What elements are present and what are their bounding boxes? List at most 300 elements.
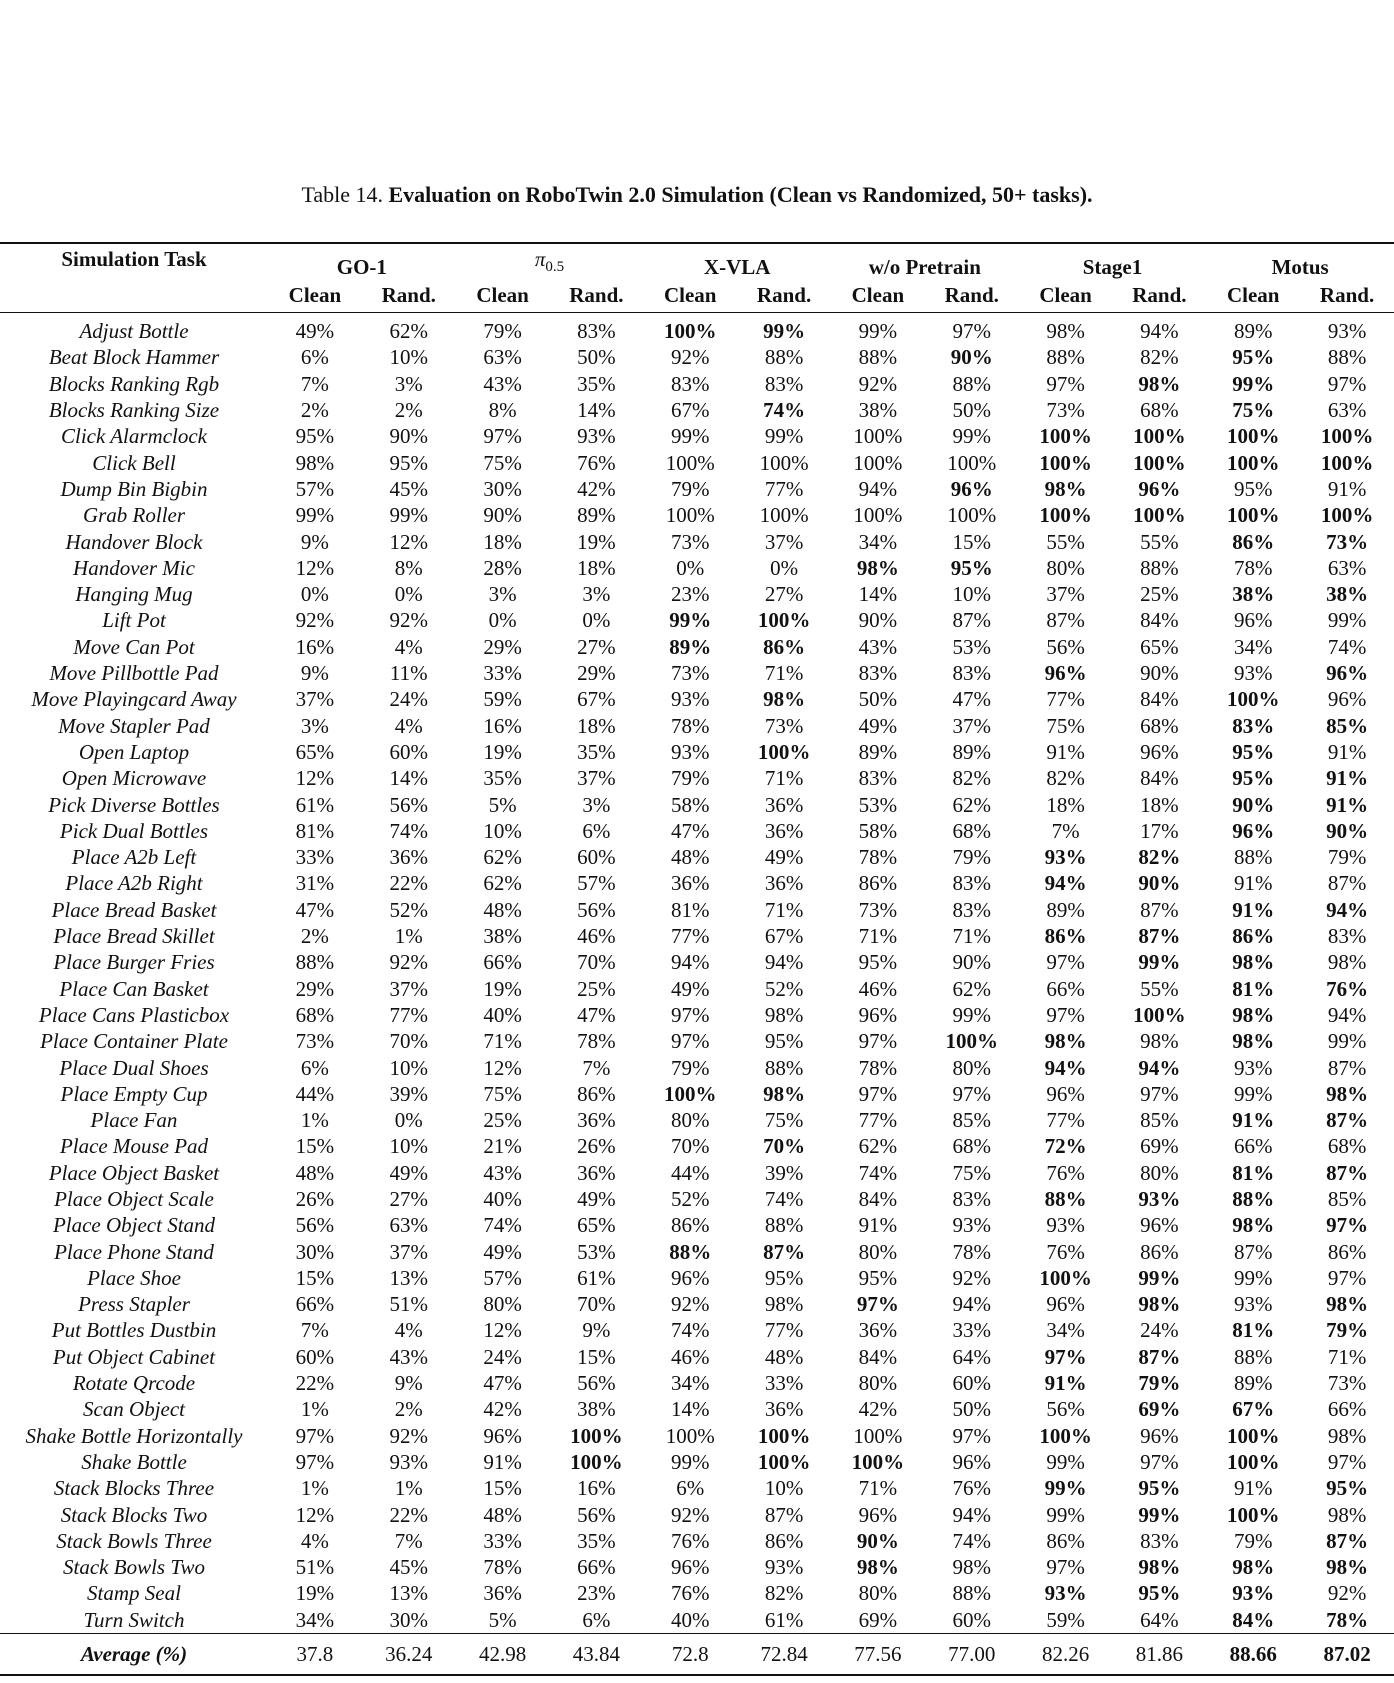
value-cell: 88% <box>1233 845 1273 870</box>
value-cell: 6% <box>582 818 611 843</box>
value-cell: 76% <box>1046 1160 1085 1185</box>
header-rand: Rand. <box>1132 283 1187 308</box>
value-cell: 93% <box>670 739 710 764</box>
value-cell: 87% <box>952 608 991 633</box>
value-cell: 60% <box>577 845 616 870</box>
value-cell: 6% <box>300 345 329 370</box>
table-row <box>0 897 1394 923</box>
value-cell: 93% <box>1046 1213 1085 1238</box>
value-cell: 99% <box>952 424 991 449</box>
value-cell: 19% <box>483 739 522 764</box>
table-row <box>0 1396 1394 1422</box>
value-cell: 36% <box>389 845 428 870</box>
table-row <box>0 450 1394 476</box>
value-cell: 31% <box>295 871 335 896</box>
value-cell: 21% <box>483 1134 522 1159</box>
value-cell: 100% <box>1226 1423 1280 1448</box>
value-cell: 91% <box>1326 766 1369 791</box>
table-row <box>0 1554 1394 1580</box>
value-cell: 92% <box>389 608 428 633</box>
value-cell: 88% <box>764 1213 804 1238</box>
value-cell: 55% <box>1140 529 1179 554</box>
value-cell: 66% <box>1233 1134 1273 1159</box>
value-cell: 95% <box>389 450 428 475</box>
value-cell: 90% <box>1232 792 1275 817</box>
value-cell: 100% <box>853 1423 903 1448</box>
value-cell: 100% <box>851 1449 905 1474</box>
value-cell: 94% <box>1044 871 1087 896</box>
value-cell: 92% <box>952 1265 991 1290</box>
value-cell: 94% <box>670 950 710 975</box>
value-cell: 96% <box>1140 1213 1179 1238</box>
value-cell: 70% <box>389 1029 428 1054</box>
value-cell: 65% <box>577 1213 616 1238</box>
value-cell: 98% <box>763 687 806 712</box>
table-caption <box>0 180 1394 210</box>
value-cell: 93% <box>1327 319 1367 344</box>
value-cell: 96% <box>1046 1081 1085 1106</box>
value-cell: 97% <box>670 1002 710 1027</box>
value-cell: 98% <box>1138 371 1181 396</box>
value-cell: 96% <box>1138 476 1181 501</box>
header-clean: Clean <box>476 283 529 308</box>
value-cell: 98% <box>1326 1081 1369 1106</box>
value-cell: 13% <box>389 1581 428 1606</box>
value-cell: 100% <box>570 1449 623 1474</box>
table-row <box>0 1475 1394 1501</box>
value-cell: 55% <box>1140 976 1179 1001</box>
value-cell: 96% <box>483 1423 522 1448</box>
value-cell: 60% <box>295 1344 335 1369</box>
value-cell: 98% <box>1232 1213 1275 1238</box>
value-cell: 53% <box>952 634 991 659</box>
task-name: Adjust Bottle <box>79 319 189 344</box>
value-cell: 74% <box>763 398 806 423</box>
value-cell: 15% <box>483 1476 522 1501</box>
value-cell: 87% <box>764 1502 804 1527</box>
value-cell: 26% <box>577 1134 616 1159</box>
task-name: Place A2b Right <box>65 871 203 896</box>
value-cell: 85% <box>1327 1186 1367 1211</box>
value-cell: 52% <box>670 1186 710 1211</box>
value-cell: 36% <box>764 871 804 896</box>
task-name: Place Dual Shoes <box>59 1055 209 1080</box>
task-name: Handover Mic <box>73 555 195 580</box>
value-cell: 61% <box>577 1265 616 1290</box>
task-name: Press Stapler <box>78 1292 190 1317</box>
value-cell: 98% <box>1138 1292 1181 1317</box>
value-cell: 90% <box>1138 871 1181 896</box>
value-cell: 97% <box>1046 371 1085 396</box>
value-cell: 44% <box>670 1160 710 1185</box>
value-cell: 36% <box>764 818 804 843</box>
value-cell: 99% <box>669 608 712 633</box>
value-cell: 40% <box>483 1186 522 1211</box>
value-cell: 91% <box>1044 1371 1087 1396</box>
task-name: Put Bottles Dustbin <box>51 1318 217 1343</box>
value-cell: 12% <box>483 1055 522 1080</box>
task-name: Turn Switch <box>83 1607 185 1632</box>
table-row <box>0 1002 1394 1028</box>
value-cell: 87% <box>1140 897 1179 922</box>
value-cell: 99% <box>764 424 804 449</box>
value-cell: 93% <box>389 1449 428 1474</box>
value-cell: 100% <box>663 319 717 344</box>
value-cell: 78% <box>483 1555 522 1580</box>
header-group-xvla: X-VLA <box>703 255 771 280</box>
value-cell: 25% <box>577 976 616 1001</box>
value-cell: 97% <box>295 1423 335 1448</box>
value-cell: 100% <box>1133 1002 1186 1027</box>
value-cell: 0% <box>394 582 423 607</box>
header-group-motus: Motus <box>1271 255 1329 280</box>
task-name: Place Fan <box>90 1108 178 1133</box>
results-table-container <box>0 242 1394 1676</box>
value-cell: 99% <box>858 319 898 344</box>
value-cell: 100% <box>1039 503 1092 528</box>
value-cell: 82% <box>1046 766 1085 791</box>
value-cell: 30% <box>483 476 522 501</box>
value-cell: 86% <box>1232 924 1275 949</box>
task-name: Place Bread Skillet <box>53 924 215 949</box>
table-row <box>0 1528 1394 1554</box>
value-cell: 98% <box>1327 1502 1367 1527</box>
value-cell: 67% <box>1232 1397 1275 1422</box>
value-cell: 64% <box>1140 1607 1179 1632</box>
value-cell: 83% <box>952 1186 991 1211</box>
value-cell: 49% <box>577 1186 616 1211</box>
table-row <box>0 581 1394 607</box>
value-cell: 26% <box>295 1186 335 1211</box>
value-cell: 36% <box>764 792 804 817</box>
value-cell: 100% <box>1226 687 1280 712</box>
value-cell: 98% <box>1327 950 1367 975</box>
value-cell: 71% <box>858 1476 898 1501</box>
value-cell: 68% <box>1140 398 1179 423</box>
value-cell: 97% <box>1326 1213 1369 1238</box>
average-value: 36.24 <box>362 1634 456 1676</box>
value-cell: 87% <box>1327 1055 1367 1080</box>
value-cell: 19% <box>483 976 522 1001</box>
task-name: Click Alarmclock <box>61 424 207 449</box>
task-name: Move Pillbottle Pad <box>49 661 219 686</box>
value-cell: 86% <box>1327 1239 1367 1264</box>
value-cell: 13% <box>389 1265 428 1290</box>
value-cell: 61% <box>295 792 335 817</box>
value-cell: 9% <box>394 1371 423 1396</box>
value-cell: 59% <box>1046 1607 1085 1632</box>
value-cell: 79% <box>1138 1371 1181 1396</box>
value-cell: 45% <box>389 1555 428 1580</box>
value-cell: 2% <box>394 1397 423 1422</box>
value-cell: 96% <box>858 1502 898 1527</box>
value-cell: 92% <box>670 345 710 370</box>
value-cell: 99% <box>389 503 428 528</box>
value-cell: 38% <box>483 924 522 949</box>
table-row <box>0 1580 1394 1606</box>
value-cell: 28% <box>483 555 522 580</box>
value-cell: 12% <box>295 766 335 791</box>
task-name: Stack Bowls Three <box>56 1528 212 1553</box>
value-cell: 70% <box>670 1134 710 1159</box>
value-cell: 66% <box>577 1555 616 1580</box>
value-cell: 79% <box>952 845 991 870</box>
value-cell: 43% <box>483 371 522 396</box>
value-cell: 49% <box>389 1160 428 1185</box>
value-cell: 99% <box>1138 950 1181 975</box>
value-cell: 95% <box>858 1265 898 1290</box>
value-cell: 48% <box>295 1160 335 1185</box>
value-cell: 53% <box>577 1239 616 1264</box>
value-cell: 94% <box>764 950 804 975</box>
value-cell: 58% <box>670 792 710 817</box>
value-cell: 36% <box>483 1581 522 1606</box>
value-cell: 99% <box>670 424 710 449</box>
value-cell: 83% <box>1140 1528 1179 1553</box>
value-cell: 100% <box>759 503 809 528</box>
value-cell: 78% <box>858 845 898 870</box>
value-cell: 81% <box>1232 1160 1275 1185</box>
value-cell: 75% <box>483 450 522 475</box>
task-name: Hanging Mug <box>75 582 193 607</box>
table-row <box>0 686 1394 712</box>
value-cell: 60% <box>952 1371 991 1396</box>
value-cell: 14% <box>858 582 898 607</box>
value-cell: 92% <box>389 950 428 975</box>
value-cell: 38% <box>858 398 898 423</box>
value-cell: 71% <box>764 661 804 686</box>
value-cell: 73% <box>858 897 898 922</box>
task-name: Stamp Seal <box>87 1581 181 1606</box>
value-cell: 73% <box>1326 529 1369 554</box>
value-cell: 83% <box>670 371 710 396</box>
value-cell: 86% <box>1140 1239 1179 1264</box>
value-cell: 97% <box>1140 1081 1179 1106</box>
value-cell: 100% <box>945 1029 998 1054</box>
value-cell: 47% <box>670 818 710 843</box>
value-cell: 52% <box>764 976 804 1001</box>
value-cell: 91% <box>858 1213 898 1238</box>
value-cell: 22% <box>295 1371 335 1396</box>
value-cell: 1% <box>300 1108 329 1133</box>
value-cell: 99% <box>763 319 806 344</box>
value-cell: 37% <box>764 529 804 554</box>
value-cell: 90% <box>389 424 428 449</box>
value-cell: 74% <box>670 1318 710 1343</box>
value-cell: 30% <box>295 1239 335 1264</box>
value-cell: 0% <box>676 555 705 580</box>
value-cell: 3% <box>582 792 611 817</box>
value-cell: 68% <box>952 1134 991 1159</box>
value-cell: 100% <box>757 1449 811 1474</box>
value-cell: 100% <box>1226 1449 1280 1474</box>
value-cell: 91% <box>1327 739 1367 764</box>
value-cell: 47% <box>483 1371 522 1396</box>
task-name: Grab Roller <box>82 503 186 528</box>
task-name: Place Phone Stand <box>54 1239 214 1264</box>
task-name: Click Bell <box>92 450 176 475</box>
value-cell: 50% <box>858 687 898 712</box>
value-cell: 38% <box>1232 582 1275 607</box>
value-cell: 94% <box>952 1292 991 1317</box>
value-cell: 95% <box>764 1029 804 1054</box>
value-cell: 38% <box>577 1397 616 1422</box>
value-cell: 33% <box>483 661 522 686</box>
header-rand: Rand. <box>1319 283 1375 308</box>
value-cell: 98% <box>1044 476 1087 501</box>
table-row <box>0 949 1394 975</box>
value-cell: 98% <box>1044 1029 1087 1054</box>
value-cell: 37% <box>952 713 991 738</box>
value-cell: 99% <box>1044 1476 1087 1501</box>
value-cell: 89% <box>1233 1371 1273 1396</box>
value-cell: 62% <box>952 976 991 1001</box>
value-cell: 95% <box>858 950 898 975</box>
average-value: 72.84 <box>737 1634 831 1676</box>
value-cell: 99% <box>1232 371 1275 396</box>
value-cell: 77% <box>764 476 804 501</box>
value-cell: 25% <box>483 1108 522 1133</box>
header-rand: Rand. <box>756 283 812 308</box>
value-cell: 97% <box>952 1081 991 1106</box>
value-cell: 60% <box>389 739 428 764</box>
value-cell: 83% <box>1232 713 1275 738</box>
value-cell: 75% <box>483 1081 522 1106</box>
value-cell: 11% <box>389 661 428 686</box>
table-row <box>0 1186 1394 1212</box>
value-cell: 46% <box>670 1344 710 1369</box>
value-cell: 74% <box>764 1186 804 1211</box>
value-cell: 71% <box>764 766 804 791</box>
value-cell: 93% <box>764 1555 804 1580</box>
table-row <box>0 1107 1394 1133</box>
table-row <box>0 818 1394 844</box>
value-cell: 62% <box>858 1134 898 1159</box>
task-name: Place Burger Fries <box>53 950 215 975</box>
value-cell: 98% <box>1326 1292 1369 1317</box>
value-cell: 84% <box>1140 608 1179 633</box>
caption-label: Table 14. <box>301 182 383 207</box>
value-cell: 83% <box>764 371 804 396</box>
value-cell: 97% <box>858 1029 898 1054</box>
value-cell: 74% <box>858 1160 898 1185</box>
value-cell: 40% <box>483 1002 522 1027</box>
value-cell: 71% <box>483 1029 522 1054</box>
value-cell: 79% <box>670 476 710 501</box>
value-cell: 14% <box>670 1397 710 1422</box>
value-cell: 78% <box>670 713 710 738</box>
table-row <box>0 502 1394 528</box>
value-cell: 47% <box>577 1002 616 1027</box>
value-cell: 86% <box>763 634 806 659</box>
value-cell: 96% <box>950 476 993 501</box>
table-row <box>0 344 1394 370</box>
value-cell: 3% <box>394 371 423 396</box>
value-cell: 67% <box>764 924 804 949</box>
value-cell: 46% <box>577 924 616 949</box>
value-cell: 83% <box>952 897 991 922</box>
value-cell: 88% <box>764 1055 804 1080</box>
task-name: Place Object Scale <box>54 1186 214 1211</box>
value-cell: 95% <box>1232 345 1275 370</box>
table-row <box>0 1607 1394 1634</box>
value-cell: 79% <box>1327 845 1367 870</box>
value-cell: 53% <box>858 792 898 817</box>
header-group-pi05 <box>456 243 644 282</box>
value-cell: 73% <box>670 661 710 686</box>
value-cell: 76% <box>952 1476 991 1501</box>
value-cell: 95% <box>1232 766 1275 791</box>
task-name: Handover Block <box>65 529 203 554</box>
value-cell: 100% <box>1226 424 1280 449</box>
value-cell: 56% <box>577 1371 616 1396</box>
value-cell: 88% <box>858 345 898 370</box>
value-cell: 48% <box>670 845 710 870</box>
value-cell: 7% <box>394 1528 423 1553</box>
header-clean: Clean <box>288 283 342 308</box>
header-clean: Clean <box>663 283 717 308</box>
value-cell: 19% <box>295 1581 335 1606</box>
value-cell: 34% <box>1046 1318 1085 1343</box>
table-row <box>0 1317 1394 1343</box>
value-cell: 90% <box>858 608 898 633</box>
value-cell: 25% <box>1140 582 1179 607</box>
value-cell: 100% <box>757 1423 811 1448</box>
value-cell: 100% <box>1039 1423 1092 1448</box>
table-body <box>0 313 1394 1634</box>
value-cell: 15% <box>952 529 991 554</box>
value-cell: 81% <box>295 818 335 843</box>
value-cell: 22% <box>389 1502 428 1527</box>
task-name: Beat Block Hammer <box>48 345 220 370</box>
value-cell: 71% <box>858 924 898 949</box>
value-cell: 0% <box>488 608 517 633</box>
table-row <box>0 1133 1394 1159</box>
task-name: Place Container Plate <box>40 1029 228 1054</box>
value-cell: 38% <box>1326 582 1369 607</box>
value-cell: 56% <box>389 792 428 817</box>
task-name: Move Can Pot <box>73 634 195 659</box>
value-cell: 82% <box>1138 845 1181 870</box>
value-cell: 65% <box>1140 634 1179 659</box>
header-task: Simulation Task <box>61 247 207 271</box>
value-cell: 87% <box>1138 1344 1181 1369</box>
value-cell: 24% <box>1140 1318 1179 1343</box>
value-cell: 57% <box>295 476 335 501</box>
table-row <box>0 1212 1394 1238</box>
value-cell: 44% <box>295 1081 335 1106</box>
task-name: Shake Bottle Horizontally <box>25 1423 243 1448</box>
table-row <box>0 1370 1394 1396</box>
value-cell: 60% <box>952 1607 991 1632</box>
value-cell: 12% <box>389 529 428 554</box>
value-cell: 91% <box>483 1449 522 1474</box>
value-cell: 51% <box>295 1555 335 1580</box>
value-cell: 34% <box>670 1371 710 1396</box>
value-cell: 88% <box>1232 1186 1275 1211</box>
table-row <box>0 555 1394 581</box>
value-cell: 29% <box>577 661 616 686</box>
value-cell: 97% <box>1044 1344 1087 1369</box>
value-cell: 100% <box>1039 450 1092 475</box>
value-cell: 6% <box>676 1476 705 1501</box>
value-cell: 88% <box>1140 555 1179 580</box>
value-cell: 5% <box>488 792 517 817</box>
value-cell: 94% <box>1326 897 1369 922</box>
value-cell: 79% <box>670 1055 710 1080</box>
task-name: Open Laptop <box>78 739 190 764</box>
value-cell: 99% <box>1138 1265 1181 1290</box>
